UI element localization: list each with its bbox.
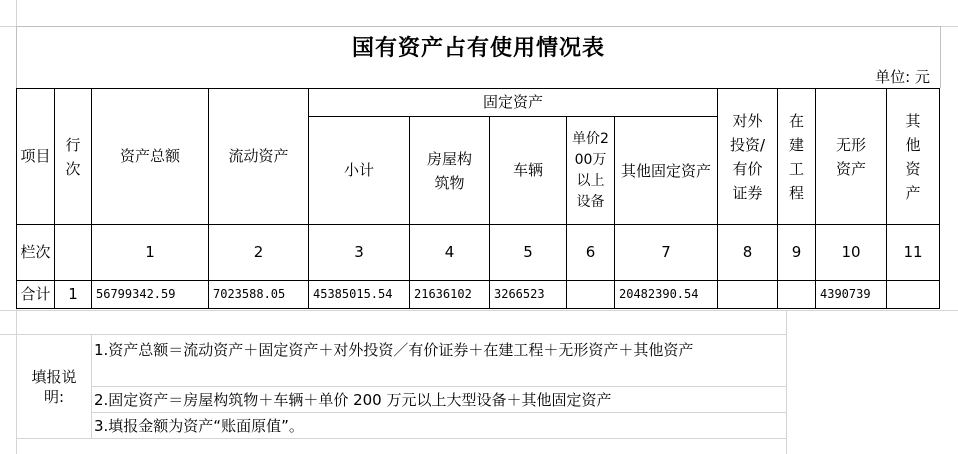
header-other-assets[interactable] xyxy=(887,89,940,225)
header-vehicles[interactable]: 车辆 xyxy=(490,117,567,225)
other-fixed-value[interactable]: 20482390.54 xyxy=(615,281,718,309)
column-index-cell[interactable]: 6 xyxy=(567,225,615,281)
header-item[interactable]: 项目 xyxy=(17,89,55,225)
header-total-assets[interactable]: 资产总额 xyxy=(92,89,209,225)
fixed-subtotal-value[interactable]: 45385015.54 xyxy=(309,281,410,309)
unit-label: 单位: 元 xyxy=(875,68,930,86)
header-large-equipment-text: 单价200万以上设备 xyxy=(572,130,609,210)
header-other-assets-text: 其他资产 xyxy=(905,111,921,202)
column-index-cell[interactable]: 8 xyxy=(718,225,778,281)
column-index-cell[interactable]: 10 xyxy=(816,225,887,281)
column-index-cell[interactable]: 4 xyxy=(410,225,490,281)
total-assets-value[interactable]: 56799342.59 xyxy=(92,281,209,309)
construction-value[interactable] xyxy=(778,281,816,309)
other-assets-value[interactable] xyxy=(887,281,940,309)
page-title: 国有资产占有使用情况表 xyxy=(351,35,605,61)
header-current-assets[interactable]: 流动资产 xyxy=(209,89,309,225)
column-index-cell[interactable]: 2 xyxy=(209,225,309,281)
notes-label-text: 填报说明: xyxy=(31,367,77,406)
column-index-cell[interactable] xyxy=(55,225,92,281)
title-row[interactable] xyxy=(16,26,941,65)
column-index-label[interactable]: 栏次 xyxy=(17,225,55,281)
header-intangible[interactable] xyxy=(816,89,887,225)
header-row-no[interactable] xyxy=(55,89,92,225)
header-buildings-text: 房屋构筑物 xyxy=(426,149,472,192)
column-index-cell[interactable]: 1 xyxy=(92,225,209,281)
header-other-fixed-text: 其他固定资产 xyxy=(620,161,711,180)
header-intangible-text: 无形资产 xyxy=(835,135,866,178)
column-index-cell[interactable]: 11 xyxy=(887,225,940,281)
total-row-label[interactable]: 合计 xyxy=(17,281,55,309)
unit-row[interactable] xyxy=(16,64,941,88)
large-equipment-value[interactable] xyxy=(567,281,615,309)
notes-table xyxy=(16,334,787,439)
notes-label[interactable] xyxy=(17,335,92,439)
total-row-no[interactable]: 1 xyxy=(55,281,92,309)
current-assets-value[interactable]: 7023588.05 xyxy=(209,281,309,309)
header-construction-text: 在建工程 xyxy=(788,111,804,202)
header-fixed-assets[interactable]: 固定资产 xyxy=(309,89,718,117)
buildings-value[interactable]: 21636102 xyxy=(410,281,490,309)
column-index-cell[interactable]: 7 xyxy=(615,225,718,281)
note-item[interactable]: 3.填报金额为资产“账面原值”。 xyxy=(92,413,787,439)
investment-value[interactable] xyxy=(718,281,778,309)
column-index-cell[interactable]: 9 xyxy=(778,225,816,281)
header-investment-text: 对外投资/有价证券 xyxy=(729,111,766,202)
vehicles-value[interactable]: 3266523 xyxy=(490,281,567,309)
header-large-equipment[interactable] xyxy=(567,117,615,225)
header-other-fixed[interactable] xyxy=(615,117,718,225)
header-construction[interactable] xyxy=(778,89,816,225)
note-item[interactable]: 1.资产总额＝流动资产＋固定资产＋对外投资／有价证券＋在建工程＋无形资产＋其他资产 xyxy=(92,335,787,387)
header-subtotal[interactable]: 小计 xyxy=(309,117,410,225)
header-investment[interactable] xyxy=(718,89,778,225)
header-row-no-text: 行次 xyxy=(65,135,81,178)
note-item[interactable]: 2.固定资产＝房屋构筑物＋车辆＋单价 200 万元以上大型设备＋其他固定资产 xyxy=(92,387,787,413)
column-index-cell[interactable]: 3 xyxy=(309,225,410,281)
asset-table xyxy=(16,88,940,309)
header-buildings[interactable] xyxy=(410,117,490,225)
intangible-value[interactable]: 4390739 xyxy=(816,281,887,309)
column-index-cell[interactable]: 5 xyxy=(490,225,567,281)
